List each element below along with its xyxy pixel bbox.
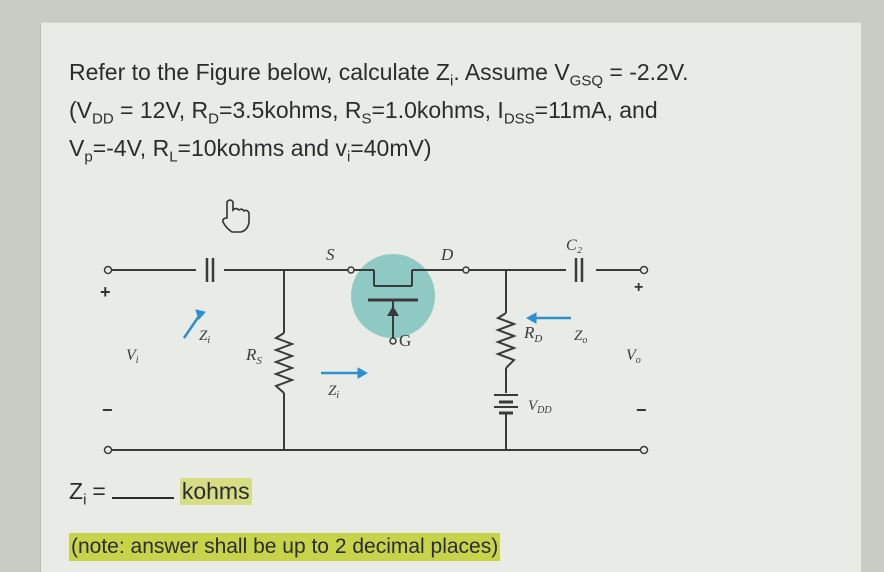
vdd-label: $V_{DD}$ bbox=[528, 398, 552, 416]
source-node bbox=[348, 267, 354, 273]
answer-equals: = bbox=[92, 478, 106, 504]
vdd-battery bbox=[494, 395, 518, 413]
gate-terminal bbox=[390, 338, 396, 344]
source-label: S bbox=[326, 245, 335, 264]
zi-mid-label: $Z_i$ bbox=[328, 383, 340, 401]
answer-blank[interactable] bbox=[112, 479, 174, 499]
output-terminal-bottom bbox=[641, 447, 648, 454]
drain-label: D bbox=[441, 245, 454, 264]
vi-label: Vi bbox=[126, 347, 139, 366]
drain-node bbox=[463, 267, 469, 273]
hand-cursor-icon bbox=[223, 200, 249, 232]
c2-label: C₂ bbox=[566, 237, 583, 254]
zo-label: $Z_o$ bbox=[574, 328, 588, 346]
vo-label: Vo bbox=[626, 347, 641, 366]
rs-resistor bbox=[276, 333, 292, 393]
input-terminal-bottom bbox=[105, 447, 112, 454]
rd-label: $R_D$ bbox=[524, 323, 543, 345]
question-line-3: $V_p=-4V$, $R_L=10kohms$ and $v_i=40mV$) bbox=[69, 135, 432, 166]
question-line-2: ($V_{DD} = 12V$, $R_D=3.5kohms$, $R_S=1.0kohms$, $I_{DSS}=11mA$, and bbox=[69, 97, 658, 128]
answer-row bbox=[69, 478, 252, 509]
question-text bbox=[69, 53, 859, 167]
input-terminal-top bbox=[105, 267, 112, 274]
output-capacitor bbox=[576, 258, 582, 282]
input-capacitor bbox=[207, 258, 213, 282]
zi-left-arrow bbox=[184, 316, 199, 338]
decimal-note: (note: answer shall be up to 2 decimal places) bbox=[69, 533, 500, 561]
common-gate-circuit-diagram bbox=[96, 188, 656, 468]
zi-left-label: $Z_i$ bbox=[199, 328, 211, 346]
answer-label: $Z_i$ bbox=[69, 478, 87, 509]
output-plus-label: + bbox=[634, 279, 644, 296]
input-minus-label: − bbox=[102, 400, 113, 420]
rs-label: $R_S$ bbox=[246, 345, 262, 367]
output-minus-label: − bbox=[636, 400, 647, 420]
rd-resistor bbox=[498, 313, 514, 368]
input-plus-label: + bbox=[100, 282, 111, 302]
answer-unit: kohms bbox=[181, 478, 250, 504]
gate-label: G bbox=[399, 331, 412, 350]
question-card bbox=[40, 22, 861, 572]
question-line-1: Refer to the Figure below, calculate $Z_i$. Assume $V_{GSQ} = -2.2V$. bbox=[69, 59, 689, 90]
output-terminal-top bbox=[641, 267, 648, 274]
